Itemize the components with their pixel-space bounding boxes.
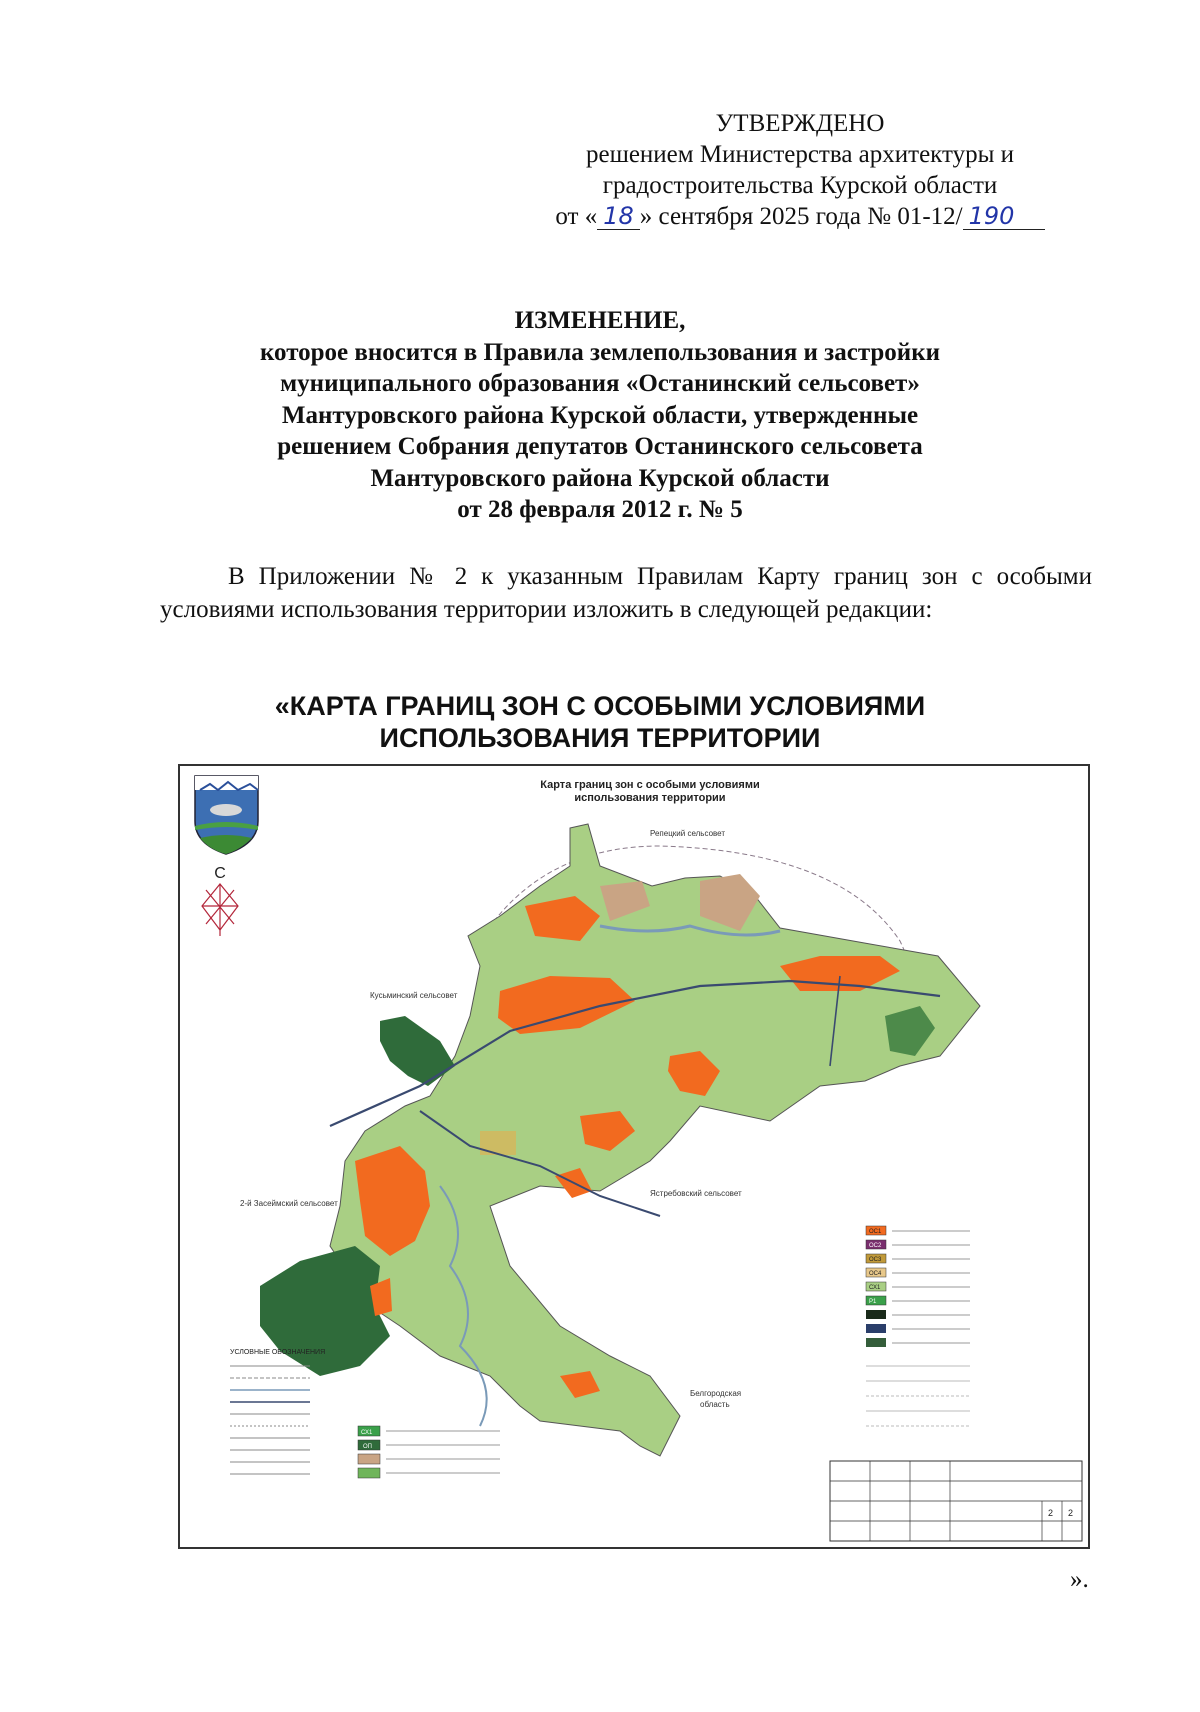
- handwritten-doc-number: 190: [963, 203, 1045, 230]
- map-inner-title-1: Карта границ зон с особыми условиями: [540, 779, 760, 791]
- title-block: [830, 1461, 1082, 1541]
- body-paragraph-text: В Приложении № 2 к указанным Правилам Карту границ зон с особыми условиями использования территории изложить в следующей редакции:: [160, 563, 1092, 623]
- date-middle: » сентября 2025 года № 01-12/: [639, 203, 963, 230]
- sheet-total: 2: [1068, 1508, 1074, 1518]
- date-prefix: от «: [555, 203, 598, 230]
- approval-title: УТВЕРЖДЕНО: [715, 110, 885, 137]
- approval-line-2: градостроительства Курской области: [602, 172, 998, 199]
- label-belgorod-1: Белгородская: [690, 1389, 742, 1398]
- label-repets: Репецкий сельсовет: [650, 829, 726, 838]
- label-kusmin: Кусьминский сельсовет: [370, 991, 458, 1000]
- heading-line-7: от 28 февраля 2012 г. № 5: [457, 496, 743, 523]
- special-code-1: СХ1: [361, 1430, 373, 1436]
- heading-line-5: решением Собрания депутатов Останинского сельсовета: [277, 433, 923, 460]
- map-heading-line-2: ИСПОЛЬЗОВАНИЯ ТЕРРИТОРИИ: [379, 723, 821, 753]
- heading-line-4: Мантуровского района Курской области, утвержденные: [281, 401, 919, 429]
- coat-of-arms-icon: [195, 776, 258, 854]
- zone-code-3: ОС3: [869, 1257, 882, 1263]
- legend-zones: [866, 1226, 970, 1426]
- zone-code-2: ОС2: [869, 1243, 882, 1249]
- handwritten-day: 18: [597, 203, 640, 230]
- forest-area-southwest: [260, 1246, 390, 1376]
- map-inner-title-2: использования территории: [574, 792, 726, 804]
- body-paragraph: [160, 560, 1092, 626]
- legend-title: УСЛОВНЫЕ ОБОЗНАЧЕНИЯ: [230, 1349, 326, 1356]
- label-yastreb: Ястребовский сельсовет: [650, 1189, 742, 1198]
- closing-quote: ».: [1070, 1566, 1089, 1593]
- heading-line-1: ИЗМЕНЕНИЕ,: [514, 307, 686, 334]
- approval-date-line: [520, 201, 1080, 232]
- zone-code-4: ОС4: [869, 1271, 882, 1277]
- map-heading: [200, 690, 1000, 754]
- approval-block: [520, 108, 1080, 232]
- compass-icon: [202, 865, 238, 936]
- territory-map: [178, 764, 1090, 1549]
- sheet-number: 2: [1048, 1508, 1054, 1518]
- zone-code-6: Р1: [869, 1299, 877, 1305]
- heading-line-3: муниципального образования «Останинский сельсовет»: [280, 370, 920, 397]
- north-letter: С: [214, 865, 226, 882]
- label-zaseim: 2-й Засеймский сельсовет: [240, 1199, 338, 1208]
- map-heading-line-1: «КАРТА ГРАНИЦ ЗОН С ОСОБЫМИ УСЛОВИЯМИ: [274, 691, 926, 721]
- special-code-2: ОП: [363, 1444, 372, 1450]
- document-heading: [150, 305, 1050, 526]
- zone-code-5: СХ1: [869, 1285, 881, 1291]
- map-drawing: [180, 766, 1088, 1547]
- heading-line-6: Мантуровского района Курской области: [370, 464, 830, 492]
- zone-code-1: ОС1: [869, 1229, 882, 1235]
- approval-line-1: решением Министерства архитектуры и: [585, 141, 1015, 168]
- label-belgorod-2: область: [700, 1400, 730, 1409]
- heading-line-2: которое вносится в Правила землепользования и застройки: [259, 338, 941, 366]
- legend-special-conditions: [358, 1426, 500, 1478]
